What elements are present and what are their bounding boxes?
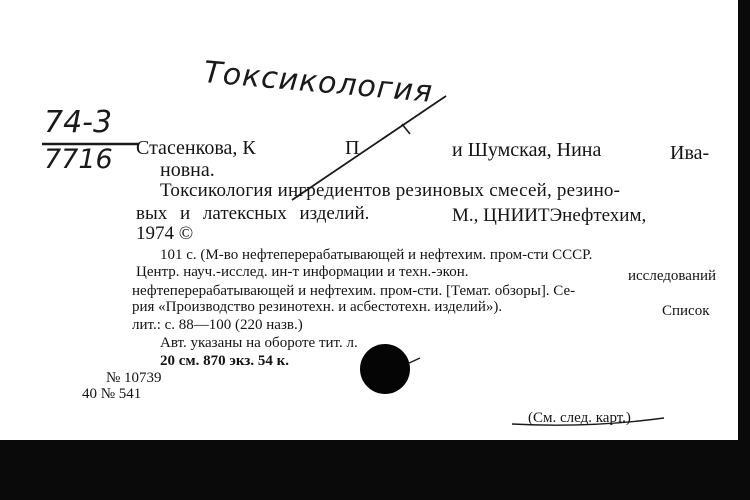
title-line1: Токсикология ингредиентов резиновых смесей, резино- [160, 180, 621, 201]
authors-line1-part2: П [345, 137, 360, 159]
handwritten-title: Токсикология [202, 55, 435, 110]
scan-border-bottom [0, 440, 750, 500]
registry-number: 40 № 541 [82, 386, 142, 402]
size-line: 20 см. 870 экз. 54 к. [160, 353, 289, 369]
note-line: Авт. указаны на обороте тит. л. [160, 335, 358, 351]
authors-line1-part3: и Шумская, Нина [452, 139, 602, 161]
desc-line2-part2: исследований [628, 268, 717, 284]
scan-border-right [738, 0, 750, 440]
desc-line1: 101 с. (М-во нефтеперерабатывающей и нефтехим. пром-сти СССР. [160, 247, 593, 263]
desc-line4: рия «Производство резинотехн. и асбестотехн. изделий»). [132, 299, 503, 315]
authors-line1-part4: Ива- [670, 142, 710, 164]
continued-note: (См. след. карт.) [528, 410, 631, 426]
authors-line2: новна. [160, 159, 215, 181]
tick-mark [402, 124, 410, 134]
desc-line4-part2: Список [662, 303, 710, 319]
title-line2-part2: М., ЦНИИТЭнефтехим, [452, 205, 647, 226]
call-number-top: 74-3 [44, 105, 113, 140]
ink-stain [360, 344, 410, 394]
desc-line5: лит.: с. 88—100 (220 назв.) [132, 317, 303, 333]
authors-line1-part1: Стасенкова, К [136, 137, 256, 159]
title-line3: 1974 © [136, 223, 194, 244]
call-number-bottom: 7716 [44, 144, 113, 175]
title-line2-part1: вых и латексных изделий. [136, 203, 370, 224]
desc-line3: нефтеперерабатывающей и нефтехим. пром-сти. [Темат. обзоры]. Се- [132, 283, 576, 299]
desc-line2-part1: Центр. науч.-исслед. ин-т информации и техн.-экон. [136, 264, 469, 280]
inventory-number: № 10739 [106, 370, 162, 386]
